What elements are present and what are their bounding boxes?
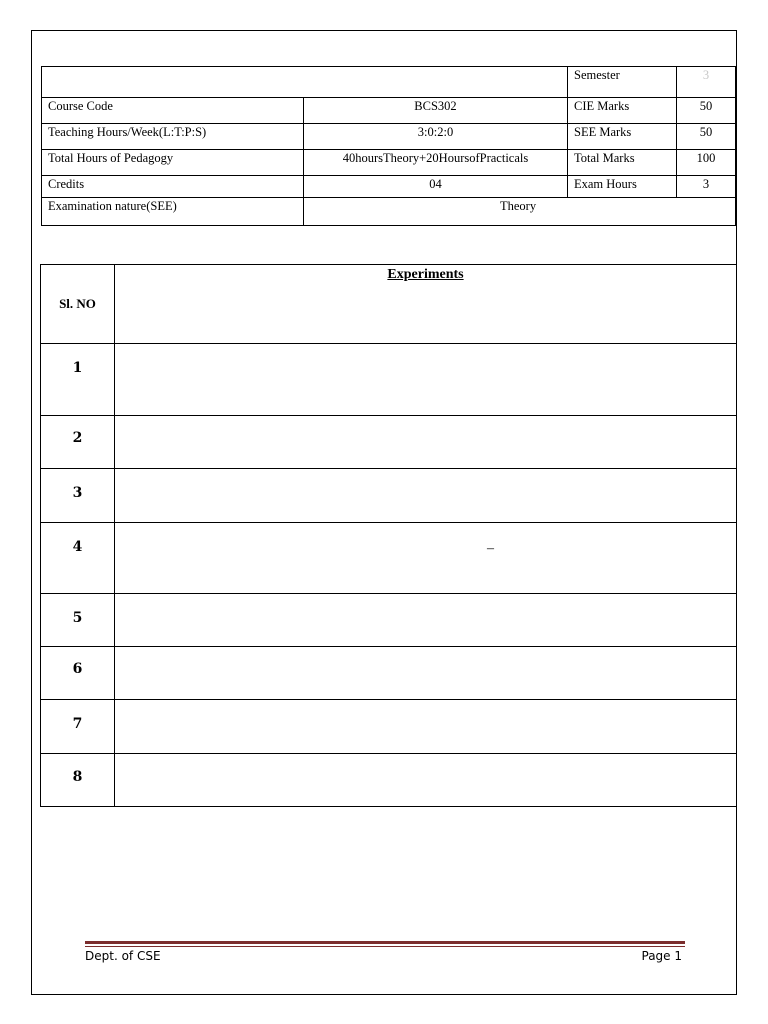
row-label: Credits bbox=[42, 176, 304, 198]
course-info-table bbox=[41, 66, 736, 226]
row-value: 04 bbox=[304, 176, 568, 198]
experiment-number: 4 bbox=[41, 523, 115, 594]
experiment-number: 3 bbox=[41, 469, 115, 523]
experiment-number: 8 bbox=[41, 754, 115, 807]
row-label: Course Code bbox=[42, 98, 304, 124]
experiment-text bbox=[115, 344, 737, 416]
info-row bbox=[42, 150, 736, 176]
row-value: 3:0:2:0 bbox=[304, 124, 568, 150]
experiments-header-cell bbox=[115, 265, 737, 344]
experiment-text-cell bbox=[115, 523, 737, 594]
blank-cell bbox=[42, 67, 568, 98]
experiment-number: 7 bbox=[41, 700, 115, 754]
experiment-text bbox=[115, 647, 737, 700]
exam-nature-value: Theory bbox=[304, 198, 736, 226]
experiments-table bbox=[40, 264, 737, 807]
experiment-text: – bbox=[487, 541, 494, 556]
experiment-row bbox=[41, 754, 737, 807]
experiment-text bbox=[115, 700, 737, 754]
experiment-text bbox=[115, 754, 737, 807]
experiment-row bbox=[41, 469, 737, 523]
exam-nature-label: Examination nature(SEE) bbox=[42, 198, 304, 226]
footer-page-number: Page 1 bbox=[641, 949, 682, 963]
row-value: 40hoursTheory+20HoursofPracticals bbox=[304, 150, 568, 176]
semester-label: Semester bbox=[568, 67, 677, 98]
slno-header: Sl. NO bbox=[41, 265, 115, 344]
experiment-row bbox=[41, 594, 737, 647]
semester-row bbox=[42, 67, 736, 98]
experiment-row bbox=[41, 416, 737, 469]
info-row bbox=[42, 176, 736, 198]
experiments-header-row bbox=[41, 265, 737, 344]
row-right-value: 3 bbox=[677, 176, 736, 198]
experiment-text bbox=[115, 469, 737, 523]
exam-nature-row bbox=[42, 198, 736, 226]
row-right-label: Exam Hours bbox=[568, 176, 677, 198]
row-right-value: 100 bbox=[677, 150, 736, 176]
footer-rule-thin bbox=[85, 946, 685, 947]
experiment-row bbox=[41, 523, 737, 594]
row-right-label: CIE Marks bbox=[568, 98, 677, 124]
row-right-label: Total Marks bbox=[568, 150, 677, 176]
experiment-number: 1 bbox=[41, 344, 115, 416]
experiment-row bbox=[41, 700, 737, 754]
semester-value: 3 bbox=[677, 67, 736, 98]
info-row bbox=[42, 98, 736, 124]
row-label: Teaching Hours/Week(L:T:P:S) bbox=[42, 124, 304, 150]
experiments-title: Experiments bbox=[387, 267, 464, 282]
row-value: BCS302 bbox=[304, 98, 568, 124]
experiment-text bbox=[115, 594, 737, 647]
footer-rule bbox=[85, 941, 685, 944]
experiment-number: 5 bbox=[41, 594, 115, 647]
experiment-row bbox=[41, 344, 737, 416]
row-right-value: 50 bbox=[677, 124, 736, 150]
row-label: Total Hours of Pedagogy bbox=[42, 150, 304, 176]
experiment-text bbox=[115, 416, 737, 469]
experiment-row bbox=[41, 647, 737, 700]
row-right-value: 50 bbox=[677, 98, 736, 124]
experiment-number: 6 bbox=[41, 647, 115, 700]
info-row bbox=[42, 124, 736, 150]
row-right-label: SEE Marks bbox=[568, 124, 677, 150]
experiment-number: 2 bbox=[41, 416, 115, 469]
footer-department: Dept. of CSE bbox=[85, 949, 161, 963]
